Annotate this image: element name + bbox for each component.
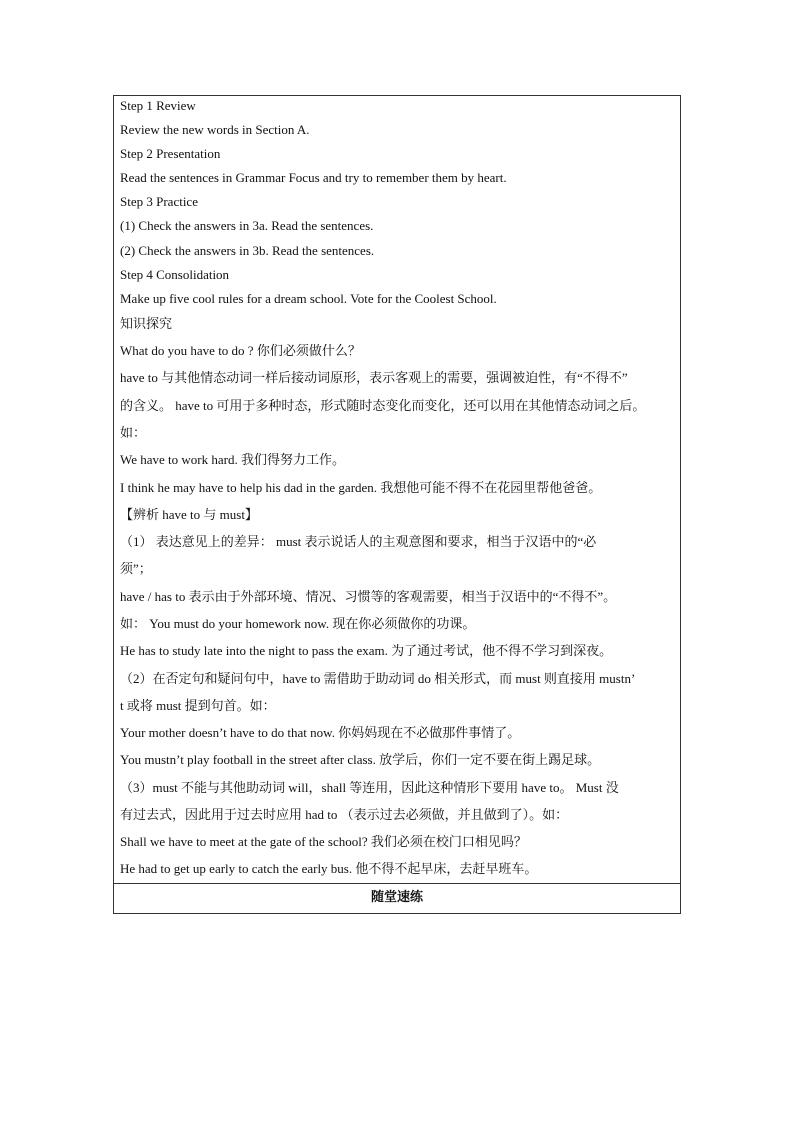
text-line: Your mother doesn’t have to do that now. 你妈妈现在不必做那件事情了。 [120,725,521,740]
text-line: have to 与其他情态动词一样后接动词原形，表示客观上的需要，强调被迫性，有“不得不” [120,370,628,385]
text-line: (1) Check the answers in 3a. Read the sentences. [120,218,374,233]
text-line: t 或将 must 提到句首。如： [120,698,276,713]
text-line: Step 4 Consolidation [120,267,230,282]
text-line: have / has to 表示由于外部环境、情况、习惯等的客观需要，相当于汉语中的“不得不”。 [120,589,617,604]
text-line: Step 3 Practice [120,194,198,209]
text-line: He had to get up early to catch the early bus. 他不得不起早床，去赶早班车。 [120,861,538,876]
text-line: 有过去式，因此用于过去时应用 had to （表示过去必须做，并且做到了）。如： [120,807,569,822]
text-line: We have to work hard. 我们得努力工作。 [120,452,345,467]
text-line: Read the sentences in Grammar Focus and try to remember them by heart. [120,170,507,185]
section-heading: 随堂速练 [370,890,423,905]
lesson-table [113,95,681,914]
text-line: I think he may have to help his dad in the garden. 我想他可能不得不在花园里帮他爸爸。 [120,480,602,495]
text-line: （2）在否定句和疑问句中，have to 需借助于助动词 do 相关形式，而 must 则直接用 mustn’ [120,671,636,686]
text-line: Make up five cool rules for a dream school. Vote for the Coolest School. [120,291,497,306]
text-line: He has to study late into the night to pass the exam. 为了通过考试，他不得不学习到深夜。 [120,643,613,658]
text-line: What do you have to do ? 你们必须做什么？ [120,343,361,358]
text-line: 如： You must do your homework now. 现在你必须做你的功课。 [120,616,476,631]
text-line: Review the new words in Section A. [120,122,310,137]
text-line: 知识探究 [120,316,173,331]
text-line: (2) Check the answers in 3b. Read the sentences. [120,243,375,258]
text-line: 须”； [120,561,152,576]
text-line: （3）must 不能与其他助动词 will，shall 等连用，因此这种情形下要用 have to。 Must 没 [120,780,619,795]
text-line: 【辨析 have to 与 must】 [120,507,258,522]
text-line: Step 2 Presentation [120,146,221,161]
text-line: Step 1 Review [120,98,196,113]
text-line: 如： [120,425,147,440]
text-line: Shall we have to meet at the gate of the school? 我们必须在校门口相见吗？ [120,834,527,849]
text-line: You mustn’t play football in the street after class. 放学后，你们一定不要在街上踢足球。 [120,752,601,767]
text-line: 的含义。 have to 可用于多种时态，形式随时态变化而变化，还可以用在其他情态动词之后。 [120,398,646,413]
text-line: （1） 表达意见上的差异： must 表示说话人的主观意图和要求，相当于汉语中的“必 [120,534,597,549]
